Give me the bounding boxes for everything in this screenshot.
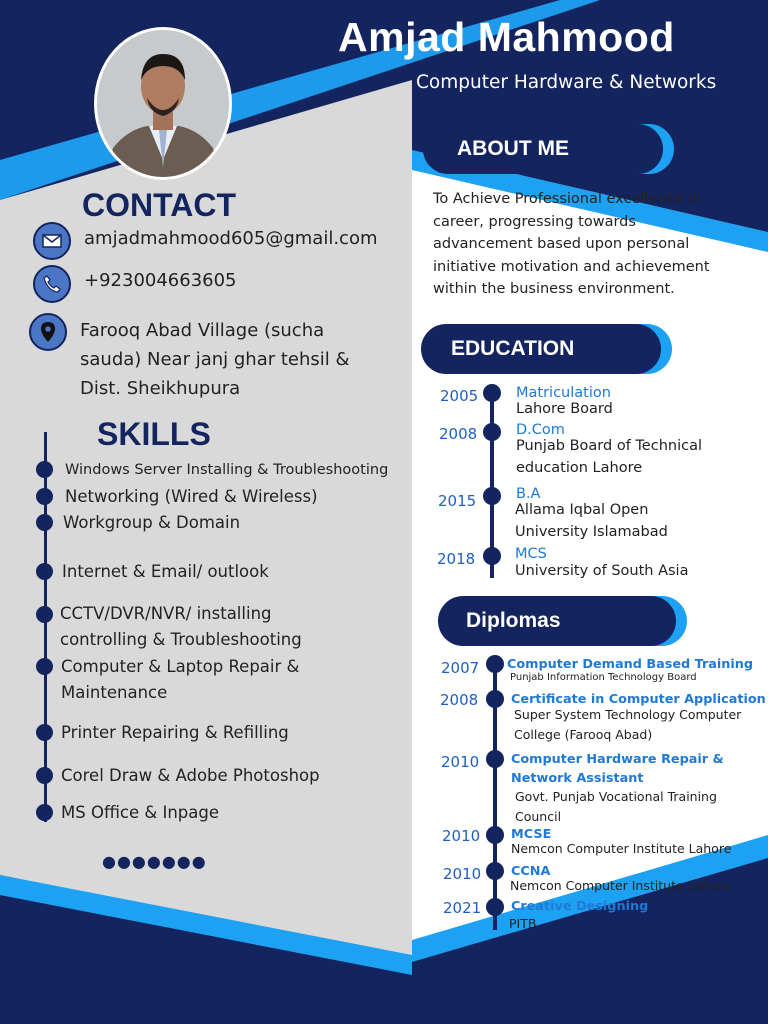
skill-line: Maintenance	[61, 683, 168, 702]
timeline-dot	[486, 898, 504, 916]
education-year: 2015	[438, 492, 477, 510]
contact-address	[80, 316, 350, 403]
education-degree: Matriculation	[516, 385, 611, 401]
address-line: Farooq Abad Village (sucha	[80, 320, 325, 341]
skill-bullet	[36, 461, 53, 478]
skill-item	[60, 601, 302, 653]
skills-heading: SKILLS	[97, 416, 211, 452]
timeline-dot	[486, 826, 504, 844]
timeline-dot	[486, 862, 504, 880]
skill-item: Printer Repairing & Refilling	[61, 723, 289, 742]
education-degree: MCS	[515, 546, 547, 562]
diploma-institution: PITB	[509, 916, 537, 931]
diploma-year: 2008	[440, 691, 479, 709]
timeline-dot	[483, 384, 501, 402]
profile-photo	[94, 27, 232, 180]
education-degree: D.Com	[516, 422, 565, 438]
diploma-title: MCSE	[511, 827, 552, 842]
diploma-year: 2010	[441, 753, 480, 771]
skill-bullet	[36, 514, 53, 531]
phone-icon	[33, 265, 71, 303]
diploma-institution: Govt. Punjab Vocational Training Council	[515, 789, 717, 824]
education-institution: Allama Iqbal Open University Islamabad	[515, 502, 668, 540]
timeline-dot	[483, 487, 501, 505]
diploma-title: Creative Designing	[511, 899, 649, 914]
skill-item: MS Office & Inpage	[61, 803, 220, 822]
timeline-dot	[486, 750, 504, 768]
skill-line: controlling & Troubleshooting	[60, 630, 302, 649]
skill-item: Internet & Email/ outlook	[62, 562, 269, 581]
skill-line: CCTV/DVR/NVR/ installing	[60, 604, 272, 623]
about-me-heading: ABOUT ME	[423, 124, 663, 174]
address-line: sauda) Near janj ghar tehsil &	[80, 349, 350, 370]
timeline-dot	[486, 655, 504, 673]
education-degree: B.A	[516, 486, 541, 502]
timeline-dot	[483, 547, 501, 565]
candidate-name: Amjad Mahmood	[338, 14, 675, 60]
timeline-dot	[483, 423, 501, 441]
mail-icon	[33, 222, 71, 260]
diploma-institution: Nemcon Computer Institute Lahore	[511, 841, 732, 856]
education-institution: Punjab Board of Technical education Lahore	[516, 438, 702, 476]
skill-bullet	[36, 606, 53, 623]
about-me-text: To Achieve Professional excellence in career, progressing towards advancement based upon personal initiative motivation and achievement within the business environment.	[433, 191, 710, 297]
skill-line: Computer & Laptop Repair &	[61, 657, 300, 676]
diploma-institution: Super System Technology Computer College (Farooq Abad)	[514, 707, 742, 742]
contact-phone[interactable]: +923004663605	[84, 270, 237, 291]
skill-item: Corel Draw & Adobe Photoshop	[61, 766, 320, 785]
diploma-year: 2010	[442, 827, 481, 845]
diploma-title: Computer Demand Based Training	[507, 657, 754, 672]
education-institution: Lahore Board	[516, 401, 613, 417]
skill-bullet	[36, 804, 53, 821]
skill-item: Windows Server Installing & Troubleshooting	[65, 462, 389, 478]
skill-bullet	[36, 488, 53, 505]
education-heading: EDUCATION	[421, 324, 661, 374]
education-institution: University of South Asia	[515, 563, 689, 579]
location-pin-icon	[29, 313, 67, 351]
skill-bullet	[36, 563, 53, 580]
skill-bullet	[36, 767, 53, 784]
diploma-year: 2007	[441, 659, 480, 677]
diploma-title: Certificate in Computer Application	[511, 692, 766, 707]
skill-bullet	[36, 724, 53, 741]
diploma-title: CCNA	[511, 864, 551, 879]
decorative-dots: ●●●●●●●	[102, 852, 207, 871]
diploma-year: 2010	[443, 865, 482, 883]
contact-heading: CONTACT	[82, 187, 237, 223]
address-line: Dist. Sheikhupura	[80, 378, 241, 399]
skill-item	[61, 654, 299, 706]
education-year: 2008	[439, 425, 478, 443]
diploma-institution: Nemcon Computer Institute Lahore	[510, 878, 731, 893]
diploma-year: 2021	[443, 899, 482, 917]
diploma-title: Computer Hardware Repair & Network Assistant	[511, 752, 724, 786]
skill-bullet	[36, 658, 53, 675]
skill-item: Workgroup & Domain	[63, 513, 241, 532]
contact-email[interactable]: amjadmahmood605@gmail.com	[84, 228, 378, 249]
candidate-title: Computer Hardware & Networks	[416, 72, 717, 93]
diploma-institution: Punjab Information Technology Board	[510, 672, 697, 683]
education-year: 2005	[440, 387, 479, 405]
skill-item: Networking (Wired & Wireless)	[65, 487, 318, 506]
diplomas-heading: Diplomas	[438, 596, 676, 646]
education-year: 2018	[437, 550, 476, 568]
timeline-dot	[486, 690, 504, 708]
